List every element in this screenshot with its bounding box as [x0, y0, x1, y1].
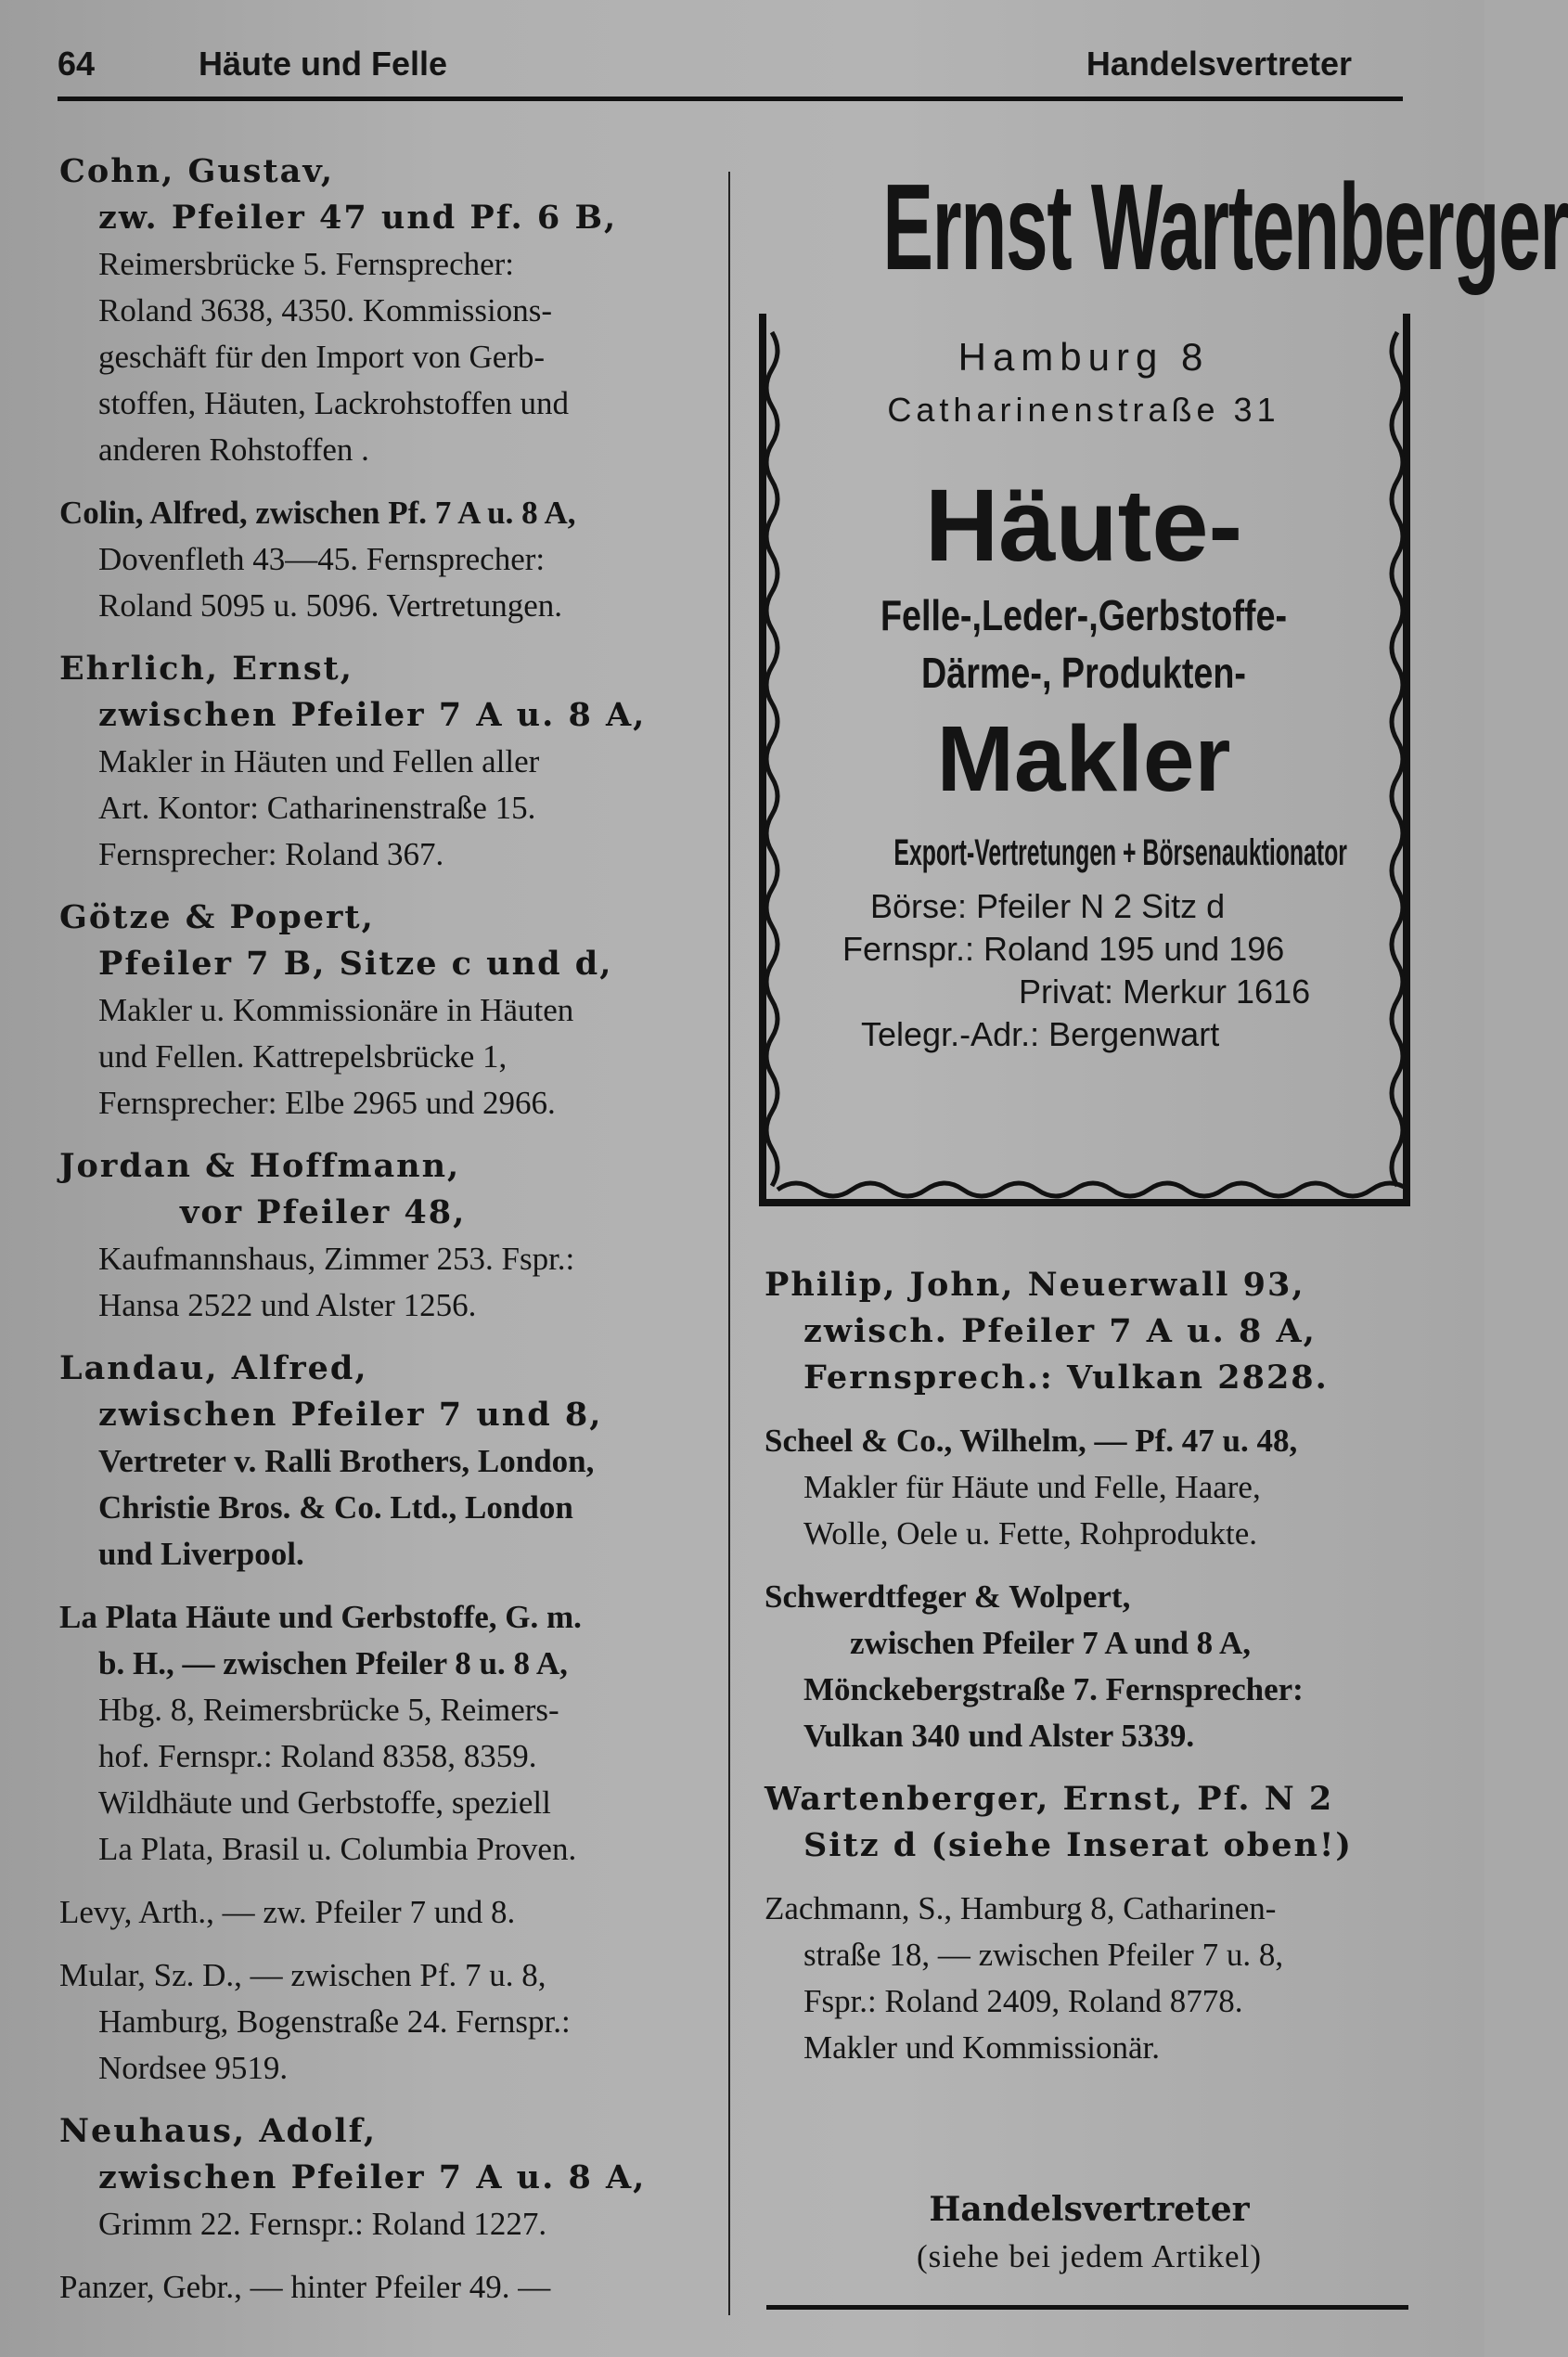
- entry-text: Mönckebergstraße 7. Fernsprecher:: [803, 1671, 1304, 1707]
- ad-city: Hamburg 8: [958, 335, 1210, 379]
- left-column: [59, 148, 709, 2327]
- entry-name: Panzer, Gebr., — hinter Pfeiler 49. —: [59, 2269, 551, 2305]
- entry-text: Roland 5095 u. 5096. Vertretungen.: [98, 587, 562, 624]
- entry-text: hof. Fernspr.: Roland 8358, 8359.: [98, 1738, 537, 1774]
- entry-scheel: [765, 1418, 1414, 1557]
- entry-text: Art. Kontor: Catharinenstraße 15.: [98, 790, 536, 826]
- entry-text: Fernsprecher: Elbe 2965 und 2966.: [98, 1085, 556, 1121]
- entry-text: Hbg. 8, Reimersbrücke 5, Reimers-: [98, 1692, 559, 1728]
- entry-name: Landau, Alfred,: [59, 1349, 368, 1387]
- entry-text: Makler u. Kommissionäre in Häuten: [98, 992, 574, 1028]
- entry-text: Roland 3638, 4350. Kommissions-: [98, 292, 553, 328]
- entry-text: Vulkan 340 und Alster 5339.: [803, 1718, 1195, 1754]
- footer-rule: [766, 2305, 1408, 2310]
- entry-philip: [765, 1262, 1414, 1401]
- advertisement-wartenberger: [759, 158, 1568, 1206]
- ad-telegram: Telegr.-Adr.: Bergenwart: [861, 1015, 1220, 1053]
- ad-firm-name: Ernst Wartenberger: [882, 159, 1568, 295]
- entry-location: zwischen Pfeiler 7 A u. 8 A,: [98, 696, 647, 734]
- entry-name: Götze & Popert,: [59, 898, 375, 936]
- entry-text: und Fellen. Kattrepelsbrücke 1,: [98, 1038, 508, 1075]
- entry-name: Schwerdtfeger & Wolpert,: [765, 1578, 1131, 1615]
- entry-name: Philip, John, Neuerwall 93,: [765, 1266, 1305, 1304]
- ad-goods-line: Felle-,Leder-,Gerbstoffe-: [880, 591, 1288, 639]
- entry-panzer: [59, 2264, 709, 2311]
- entry-name: La Plata Häute und Gerbstoffe, G. m.: [59, 1599, 582, 1635]
- ad-content: [778, 330, 1390, 1056]
- entry-text: straße 18, — zwischen Pfeiler 7 u. 8,: [803, 1937, 1284, 1973]
- entry-name: Mular, Sz. D., — zwischen Pf. 7 u. 8,: [59, 1957, 546, 1993]
- entry-text: La Plata, Brasil u. Columbia Proven.: [98, 1831, 577, 1867]
- page-number: 64: [58, 45, 96, 83]
- entry-text: Nordsee 9519.: [98, 2050, 289, 2086]
- entry-location: b. H., — zwischen Pfeiler 8 u. 8 A,: [98, 1645, 568, 1681]
- entry-text: und Liverpool.: [98, 1536, 304, 1572]
- entry-goetze: [59, 895, 709, 1127]
- entry-landau: [59, 1346, 709, 1578]
- entry-location: zwischen Pfeiler 7 und 8,: [98, 1396, 603, 1434]
- entry-text: Makler in Häuten und Fellen aller: [98, 743, 540, 779]
- entry-wartenberger: [765, 1776, 1414, 1869]
- entry-zachmann: [765, 1886, 1414, 2071]
- entry-text: Reimersbrücke 5. Fernsprecher:: [98, 246, 515, 282]
- section-footer: [765, 2185, 1414, 2280]
- entry-text: Hansa 2522 und Alster 1256.: [98, 1287, 477, 1323]
- ad-headline: Häute-: [924, 469, 1243, 583]
- entry-location: Sitz d (siehe Inserat oben!): [803, 1826, 1353, 1864]
- entry-text: Hamburg, Bogenstraße 24. Fernspr.:: [98, 2003, 571, 2040]
- page-title: Häute und Felle: [199, 45, 448, 83]
- right-column: [765, 1262, 1414, 2088]
- entry-name: Neuhaus, Adolf,: [59, 2112, 378, 2150]
- entry-location: zwischen Pfeiler 7 A u. 8 A,: [98, 2158, 647, 2196]
- entry-name: Zachmann, S., Hamburg 8, Catharinen-: [765, 1890, 1277, 1926]
- entry-text: Dovenfleth 43—45. Fernsprecher:: [98, 541, 546, 577]
- entry-text: Fernsprecher: Roland 367.: [98, 836, 444, 872]
- entry-name: Ehrlich, Ernst,: [59, 650, 353, 688]
- entry-location: zw. Pfeiler 47 und Pf. 6 B,: [98, 199, 618, 237]
- entry-location: Pfeiler 7 B, Sitze c und d,: [98, 945, 613, 983]
- ad-exchange-seat: Börse: Pfeiler N 2 Sitz d: [870, 887, 1226, 925]
- ad-contact-block: [778, 885, 1390, 1056]
- entry-text: stoffen, Häuten, Lackrohstoffen und: [98, 385, 570, 421]
- entry-text: anderen Rohstoffen .: [98, 431, 369, 468]
- footer-title: Handelsvertreter: [929, 2190, 1250, 2229]
- entry-name: Scheel & Co., Wilhelm, — Pf. 47 u. 48,: [765, 1423, 1298, 1459]
- entry-location: zwischen Pfeiler 7 A und 8 A,: [850, 1625, 1252, 1661]
- footer-subtitle: (siehe bei jedem Artikel): [917, 2238, 1262, 2274]
- entry-neuhaus: [59, 2108, 709, 2248]
- entry-text: Wolle, Oele u. Fette, Rohprodukte.: [803, 1515, 1258, 1552]
- entry-text: Kaufmannshaus, Zimmer 253. Fspr.:: [98, 1241, 575, 1277]
- entry-location: zwisch. Pfeiler 7 A u. 8 A,: [803, 1312, 1317, 1350]
- entry-name: Colin, Alfred, zwischen Pf. 7 A u. 8 A,: [59, 495, 576, 531]
- entry-colin: [59, 490, 709, 629]
- entry-name: Wartenberger, Ernst, Pf. N 2: [765, 1780, 1334, 1818]
- entry-name: Cohn, Gustav,: [59, 152, 335, 190]
- entry-name: Jordan & Hoffmann,: [59, 1147, 461, 1185]
- entry-schwerdtfeger: [765, 1574, 1414, 1759]
- ad-services: Export-Vertretungen + Börsenauktionator: [893, 832, 1347, 873]
- entry-levy: [59, 1889, 709, 1936]
- entry-text: Vertreter v. Ralli Brothers, London,: [98, 1443, 595, 1479]
- ad-goods-line: Därme-, Produkten-: [920, 649, 1247, 697]
- entry-text: geschäft für den Import von Gerb-: [98, 339, 546, 375]
- entry-jordan: [59, 1143, 709, 1329]
- entry-text: Makler und Kommissionär.: [803, 2029, 1160, 2066]
- ad-phone: Fernspr.: Roland 195 und 196: [842, 930, 1285, 968]
- column-divider: [728, 172, 730, 2315]
- entry-text: Fspr.: Roland 2409, Roland 8778.: [803, 1983, 1243, 2019]
- entry-ehrlich: [59, 646, 709, 878]
- header-rule: [58, 97, 1403, 101]
- ad-private-phone: Privat: Merkur 1616: [1019, 972, 1311, 1011]
- entry-text: Grimm 22. Fernspr.: Roland 1227.: [98, 2206, 547, 2242]
- section-heading: Handelsvertreter: [1086, 45, 1352, 83]
- ad-street: Catharinenstraße 31: [887, 391, 1280, 429]
- entry-location: vor Pfeiler 48,: [180, 1193, 467, 1231]
- entry-cohn: [59, 148, 709, 473]
- entry-la-plata: [59, 1594, 709, 1873]
- entry-phone: Fernsprech.: Vulkan 2828.: [803, 1359, 1329, 1397]
- page-header: [58, 45, 1398, 91]
- entry-text: Wildhäute und Gerbstoffe, speziell: [98, 1784, 551, 1821]
- entry-text: Christie Bros. & Co. Ltd., London: [98, 1489, 573, 1526]
- entry-mular: [59, 1952, 709, 2092]
- entry-text: Makler für Häute und Felle, Haare,: [803, 1469, 1261, 1505]
- ad-headline-makler: Makler: [936, 707, 1231, 811]
- entry-name: Levy, Arth., — zw. Pfeiler 7 und 8.: [59, 1894, 516, 1930]
